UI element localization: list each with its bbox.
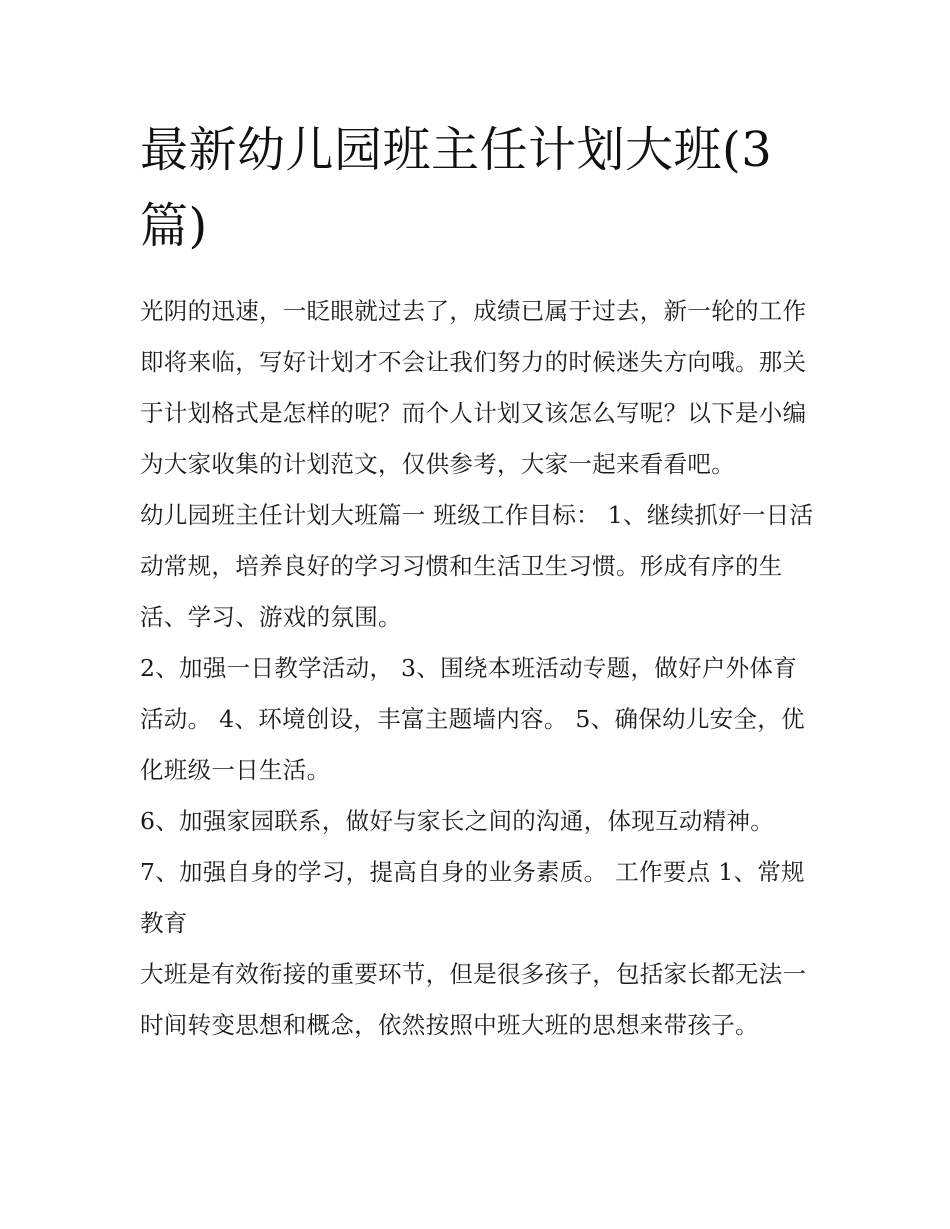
document-body [140,286,820,1051]
paragraph-intro: 光阴的迅速，一眨眼就过去了，成绩已属于过去，新一轮的工作即将来临，写好计划才不会让我们努力的时候迷失方向哦。那关于计划格式是怎样的呢？而个人计划又该怎么写呢？以下是小编为大家收集的计划范文，仅供参考，大家一起来看看吧。 [140,297,807,478]
document-title: 最新幼儿园班主任计划大班(3篇) [140,122,773,254]
paragraph-routine-education: 大班是有效衔接的重要环节，但是很多孩子，包括家长都无法一时间转变思想和概念，依然按照中班大班的思想来带孩子。 [140,960,807,1039]
paragraph-goals: 幼儿园班主任计划大班篇一 班级工作目标： 1、继续抓好一日活动常规，培养良好的学习习惯和生活卫生习惯。形成有序的生活、学习、游戏的氛围。 [140,501,814,631]
paragraph-goals-2-5: 2、加强一日教学活动， 3、围绕本班活动专题，做好户外体育活动。 4、环境创设，丰富主题墙内容。 5、确保幼儿安全，优化班级一日生活。 [140,654,805,784]
document-page [140,112,820,1051]
paragraph-goal-7: 7、加强自身的学习，提高自身的业务素质。 工作要点 1、常规教育 [140,858,805,937]
paragraph-goal-6: 6、加强家园联系，做好与家长之间的沟通，体现互动精神。 [140,807,775,835]
